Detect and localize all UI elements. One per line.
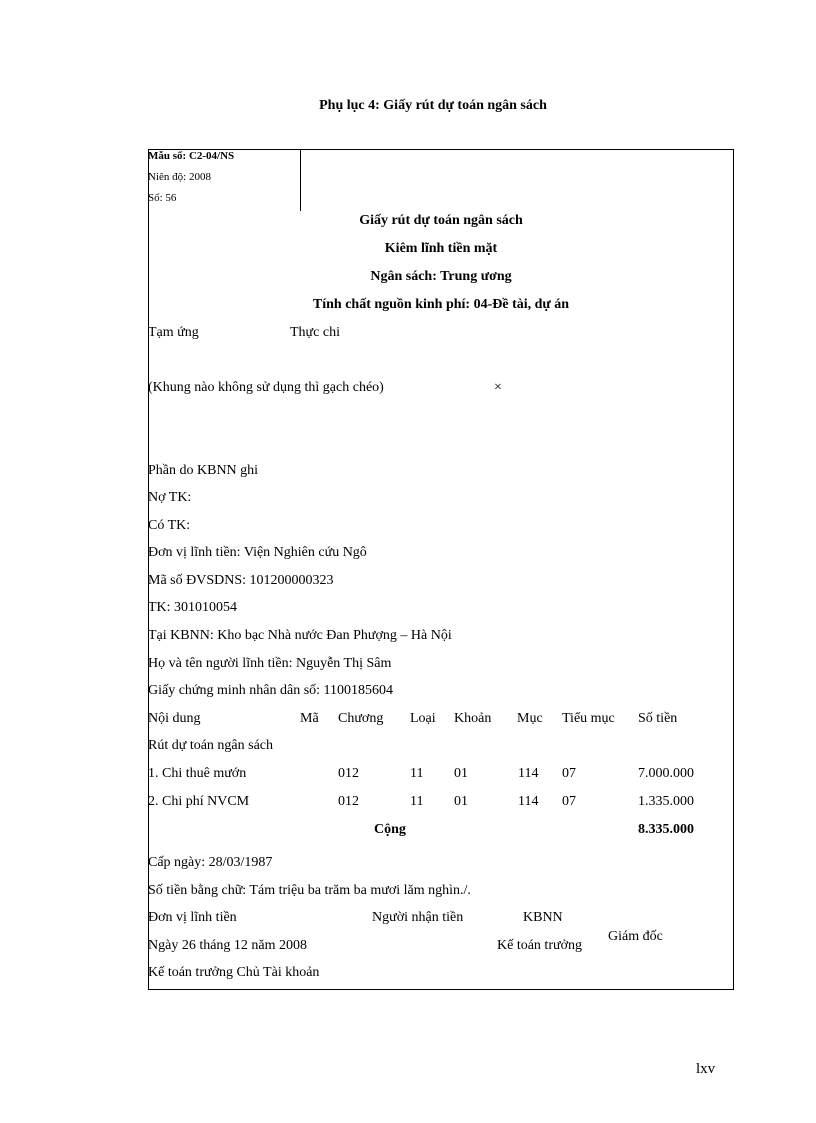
sign-date: Ngày 26 tháng 12 năm 2008 [148, 938, 308, 953]
table-row-2-type: 11 [410, 794, 424, 809]
id-card-number: Giấy chứng minh nhân dân số: 1100185604 [148, 683, 394, 698]
recipient-name: Họ và tên người lĩnh tiền: Nguyễn Thị Sâm [148, 656, 392, 671]
col-header-content: Nội dung [148, 711, 201, 726]
col-header-item: Khoản [454, 711, 492, 726]
table-row-1-chapter: 012 [338, 766, 359, 781]
table-section-label: Rút dự toán ngân sách [148, 738, 274, 753]
table-row-1-amount: 7.000.000 [638, 766, 694, 781]
debit-account: Nợ TK: [148, 490, 192, 505]
issue-date: Cấp ngày: 28/03/1987 [148, 855, 273, 870]
budget-type: Ngân sách: Trung ương [370, 269, 512, 284]
table-row-1-subsection: 07 [562, 766, 576, 781]
total-amount: 8.335.000 [638, 822, 694, 837]
signer-recipient: Người nhận tiền [372, 910, 464, 925]
table-row-2-amount: 1.335.000 [638, 794, 694, 809]
page-title: Phụ lục 4: Giấy rút dự toán ngân sách [319, 98, 547, 113]
form-number: Số: 56 [148, 192, 177, 204]
col-header-section: Mục [517, 711, 543, 726]
amount-in-words: Số tiền bằng chữ: Tám triệu ba trăm ba mươi lăm nghìn./. [148, 883, 471, 898]
signer-treasury: KBNN [523, 910, 563, 925]
meta-divider [300, 149, 301, 211]
treasury-location: Tại KBNN: Kho bạc Nhà nước Đan Phượng – Hà Nội [148, 628, 452, 643]
table-row-2-chapter: 012 [338, 794, 359, 809]
receiving-unit: Đơn vị lĩnh tiền: Viện Nghiên cứu Ngô [148, 545, 367, 560]
form-subtitle: Kiêm lĩnh tiền mặt [384, 241, 498, 256]
treasury-chief-accountant: Kế toán trưởng [497, 938, 582, 953]
unit-code: Mã số ĐVSDNS: 101200000323 [148, 573, 334, 588]
unit-signers: Kế toán trưởng Chủ Tài khoản [148, 965, 320, 980]
option-advance: Tạm ứng [148, 325, 199, 340]
total-label: Cộng [374, 822, 406, 837]
col-header-chapter: Chương [338, 711, 384, 726]
credit-account: Có TK: [148, 518, 191, 533]
account-number: TK: 301010054 [148, 600, 238, 615]
col-header-type: Loại [410, 711, 436, 726]
col-header-subsection: Tiểu mục [562, 711, 615, 726]
table-row-2-section: 114 [518, 794, 539, 809]
page-number: lxv [696, 1061, 716, 1077]
form-code: Mẫu số: C2-04/NS [148, 150, 235, 162]
fiscal-year: Niên độ: 2008 [148, 171, 211, 183]
cross-mark: × [494, 380, 502, 395]
funding-nature: Tính chất nguồn kinh phí: 04-Đề tài, dự án [312, 297, 570, 312]
table-row-2-subsection: 07 [562, 794, 576, 809]
table-row-1-type: 11 [410, 766, 424, 781]
table-row-1-item: 01 [454, 766, 468, 781]
box-note: (Khung nào không sử dụng thì gạch chéo) [148, 380, 384, 395]
col-header-code: Mã [300, 711, 319, 726]
table-row-1-content: 1. Chi thuê mướn [148, 766, 247, 781]
option-actual: Thực chi [290, 325, 340, 340]
treasury-director: Giám đốc [608, 929, 663, 944]
table-row-2-item: 01 [454, 794, 468, 809]
col-header-amount: Số tiền [638, 711, 678, 726]
signer-unit: Đơn vị lĩnh tiền [148, 910, 237, 925]
form-title: Giấy rút dự toán ngân sách [359, 213, 523, 228]
table-row-1-section: 114 [518, 766, 539, 781]
table-row-2-content: 2. Chi phí NVCM [148, 794, 250, 809]
treasury-section-label: Phần do KBNN ghi [148, 463, 259, 478]
